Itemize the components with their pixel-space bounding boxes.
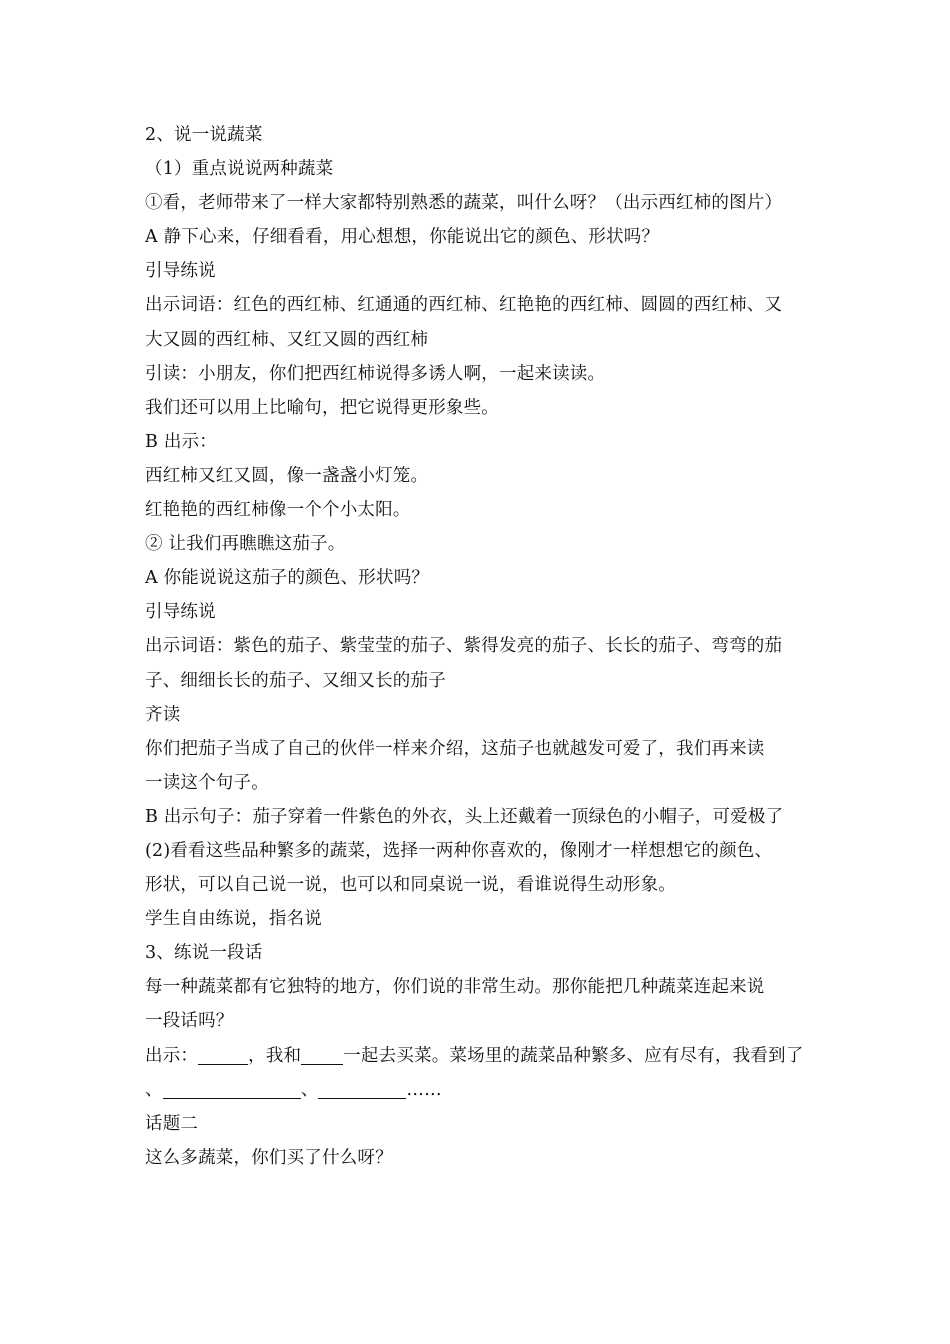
paragraph-line: 出示词语：红色的西红柿、红通通的西红柿、红艳艳的西红柿、圆圆的西红柿、又 [145,295,783,316]
blank-field [198,1044,248,1065]
paragraph-line: A 你能说说这茄子的颜色、形状吗？ [145,568,430,589]
fill-suffix: 一起去买菜。菜场里的蔬菜品种繁多、应有尽有，我看到了 [343,1045,804,1066]
document-body [145,118,815,1175]
subsection-heading: （1）重点说说两种蔬菜 [145,159,334,180]
blank-field [163,1078,301,1099]
paragraph-line: 子、细细长长的茄子、又细又长的茄子 [145,670,446,691]
paragraph-line: 每一种蔬菜都有它独特的地方，你们说的非常生动。那你能把几种蔬菜连起来说 [145,977,765,998]
paragraph-line: 西红柿又红又圆，像一盏盏小灯笼。 [145,465,429,486]
paragraph-line: (2)看看这些品种繁多的蔬菜，选择一两种你喜欢的，像刚才一样想想它的颜色、 [145,840,773,861]
blank-field [301,1044,343,1065]
paragraph-line: 这么多蔬菜，你们买了什么呀？ [145,1147,393,1168]
paragraph-line: 引导练说 [145,602,216,623]
paragraph-line: 红艳艳的西红柿像一个个小太阳。 [145,500,411,521]
fill-mid: 、 [300,1079,319,1100]
paragraph-line: 一段话吗？ [145,1011,234,1032]
section-heading: 2、说一说蔬菜 [145,125,263,145]
section-heading: 3、练说一段话 [145,943,263,964]
section-heading: 话题二 [145,1113,199,1134]
fill-prefix: 出示： [145,1045,199,1066]
paragraph-line: B 出示： [145,431,217,452]
fill-suffix: …… [406,1079,442,1100]
paragraph-line: 大又圆的西红柿、又红又圆的西红柿 [145,329,429,350]
fill-mid: ，我和 [248,1045,302,1066]
paragraph-line: A 静下心来，仔细看看，用心想想，你能说出它的颜色、形状吗？ [145,227,660,248]
paragraph-line: ② 让我们再瞧瞧这茄子。 [145,534,346,555]
fill-prefix: 、 [145,1079,163,1100]
paragraph-line: 引导练说 [145,261,216,282]
paragraph-line: 一读这个句子。 [145,772,269,793]
paragraph-line: 引读：小朋友，你们把西红柿说得多诱人啊，一起来读读。 [145,363,606,384]
paragraph-line: 你们把茄子当成了自己的伙伴一样来介绍，这茄子也就越发可爱了，我们再来读 [145,738,765,759]
fill-in-line [145,1039,815,1073]
blank-field [318,1078,406,1099]
paragraph-line: 齐读 [145,704,181,725]
paragraph-line: 形状，可以自己说一说，也可以和同桌说一说，看谁说得生动形象。 [145,875,676,896]
paragraph-line: 我们还可以用上比喻句，把它说得更形象些。 [145,397,499,418]
paragraph-line: ①看，老师带来了一样大家都特别熟悉的蔬菜，叫什么呀？（出示西红柿的图片） [145,193,783,214]
paragraph-line: B 出示句子：茄子穿着一件紫色的外衣，头上还戴着一顶绿色的小帽子，可爱极了 [145,806,784,827]
fill-in-line [145,1073,815,1107]
paragraph-line: 出示词语：紫色的茄子、紫莹莹的茄子、紫得发亮的茄子、长长的茄子、弯弯的茄 [145,636,783,657]
paragraph-line: 学生自由练说，指名说 [145,909,322,930]
